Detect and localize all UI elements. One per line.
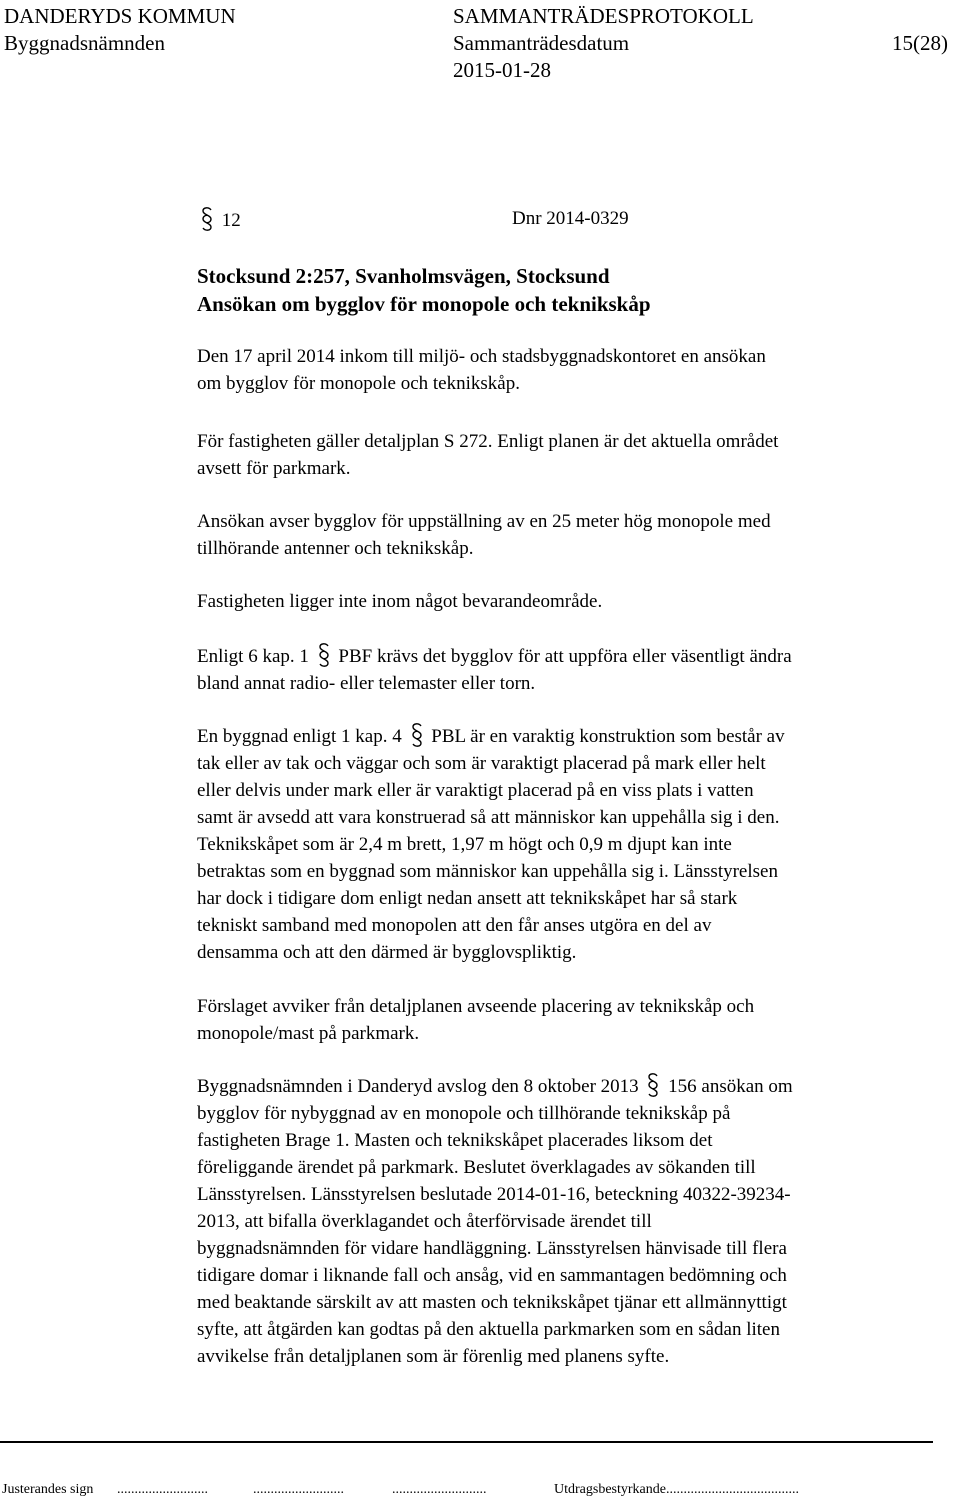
footer-divider xyxy=(0,1441,933,1443)
paragraph-8: Byggnadsnämnden i Danderyd avslog den 8 oktober 2013 156 ansökan om bygglov för nybyggnad av en monopole och tillhörande teknikskåp på fastigheten Brage 1. Masten och teknikskåpet placerades liksom det föreliggande ärendet på parkmark. Beslutet överklagades av sökanden till Länsstyrelsen. Länsstyrelsen beslutade 2014-01-16, beteckning 40322-39234- 2013, att bifalla överklagandet och återförvisade ärendet till byggnadsnämnden för vidare handläggning. Länsstyrelsen hänvisade till flera tidigare domar i liknande fall och ansåg, vid en sammantagen bedömning och med beaktande särskilt av att masten och teknikskåpet tjänar ett allmännyttigt syfte, att åtgärden kan godtas på den aktuella parkmarken som en sådan liten avvikelse från detaljplanen som är förenlig med planens syfte. xyxy=(197,1073,937,1370)
utdragsbestyrkande-field: Utdragsbestyrkande...................................... xyxy=(554,1482,799,1497)
signature-field-3: ........................... xyxy=(392,1482,487,1497)
paragraph-6: En byggnad enligt 1 kap. 4 PBL är en varaktig konstruktion som består av tak eller av tak och väggar och som är varaktigt placerad på mark eller helt eller delvis under mark eller är varaktigt placerad på en viss plats i vatten samt är avsedd att vara konstruerad så att människor kan uppehålla sig i den. Teknikskåpet som är 2,4 m brett, 1,97 m högt och 0,9 m djupt kan inte betraktas som en byggnad som människor kan uppehålla sig i. Länsstyrelsen har dock i tidigare dom enligt nedan ansett att teknikskåpet har så stark tekniskt samband med monopolen att den får anses utgöra en del av densamma och att den därmed är bygglovspliktig. xyxy=(197,723,937,966)
committee-name: Byggnadsnämnden xyxy=(4,31,165,55)
signature-field-2: .......................... xyxy=(253,1482,344,1497)
paragraph-2: För fastigheten gäller detaljplan S 272. Enligt planen är det aktuella området avsett för parkmark. xyxy=(197,431,779,479)
paragraph-4: Fastigheten ligger inte inom något bevarandeområde. xyxy=(197,591,603,612)
page-number: 15(28) xyxy=(892,31,948,55)
case-title-line-1: Stocksund 2:257, Svanholmsvägen, Stocksund xyxy=(197,264,610,288)
justerandes-sign-label: Justerandes sign xyxy=(2,1482,94,1497)
org-name: DANDERYDS KOMMUN xyxy=(4,4,236,28)
meeting-date-label: Sammanträdesdatum xyxy=(453,31,630,55)
section-number-line xyxy=(197,207,241,233)
section-number: 12 xyxy=(221,210,241,231)
case-title-line-2: Ansökan om bygglov för monopole och teknikskåp xyxy=(197,292,651,316)
signature-field-1: .......................... xyxy=(117,1482,208,1497)
section-sign-icon xyxy=(646,1073,660,1097)
document-type: SAMMANTRÄDESPROTOKOLL xyxy=(453,4,754,28)
section-sign-icon xyxy=(317,643,331,667)
meeting-date: 2015-01-28 xyxy=(453,58,551,82)
paragraph-1: Den 17 april 2014 inkom till miljö- och stadsbyggnadskontoret en ansökan om bygglov för monopole och teknikskåp. xyxy=(197,346,766,394)
dnr: Dnr 2014-0329 xyxy=(512,208,629,229)
section-sign-icon xyxy=(200,207,214,231)
section-sign-icon xyxy=(410,723,424,747)
paragraph-5: Enligt 6 kap. 1 PBF krävs det bygglov för att uppföra eller väsentligt ändra bland annat radio- eller telemaster eller torn. xyxy=(197,643,937,697)
paragraph-3: Ansökan avser bygglov för uppställning av en 25 meter hög monopole med tillhörande antenner och teknikskåp. xyxy=(197,511,771,559)
paragraph-7: Förslaget avviker från detaljplanen avseende placering av teknikskåp och monopole/mast på parkmark. xyxy=(197,996,755,1044)
